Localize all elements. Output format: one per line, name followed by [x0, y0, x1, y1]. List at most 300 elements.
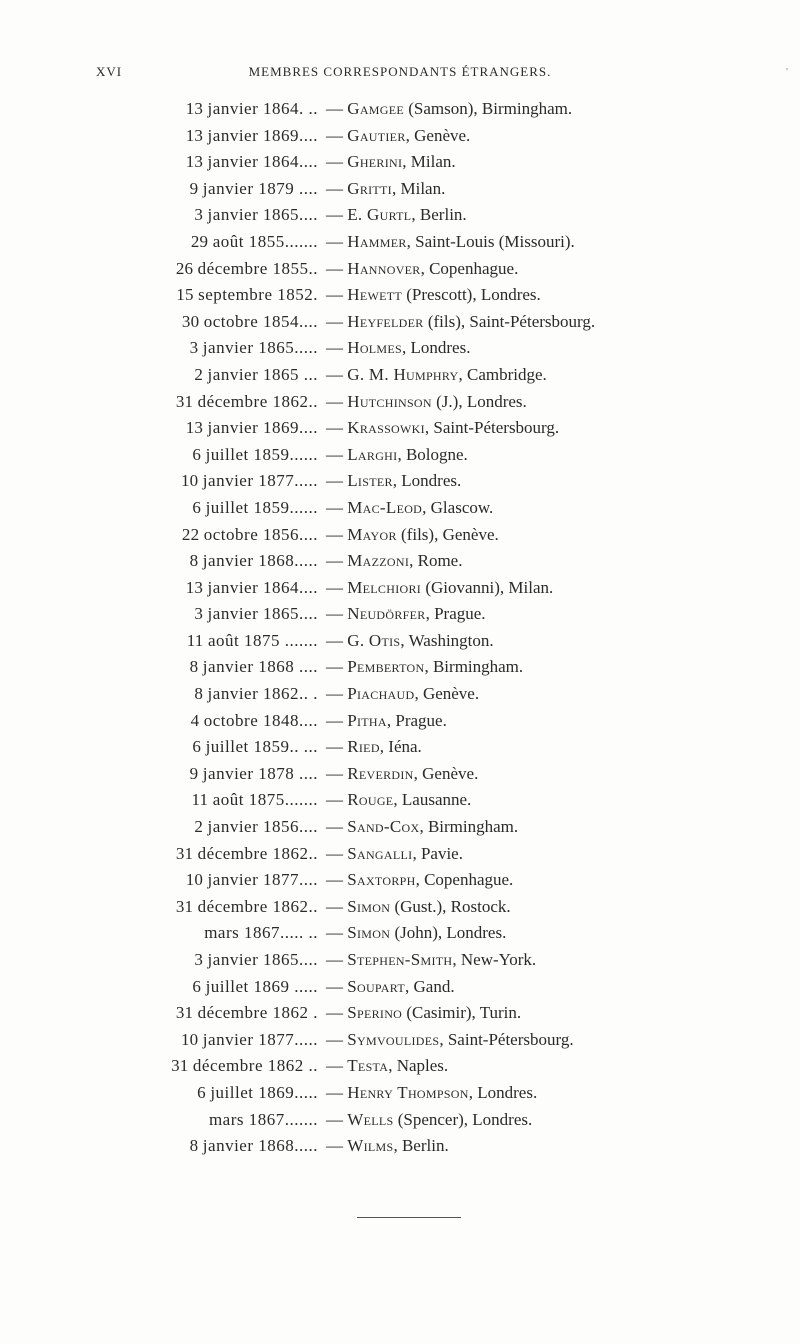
entry-date [176, 761, 318, 788]
entry-date [179, 734, 318, 761]
entry-surname: Hannover [347, 258, 421, 278]
entry-dash: — [326, 338, 343, 358]
entry-month-year: janvier 1862.. . [207, 684, 318, 704]
entry-month-year: janvier 1864.... [207, 577, 318, 597]
entry-dash: — [326, 471, 343, 491]
entry-details: , Rome. [409, 551, 463, 571]
entry-month-year: octobre 1848.... [203, 710, 318, 730]
entry-member [326, 974, 455, 1001]
entry-member [326, 468, 461, 495]
entry-dash: — [326, 896, 343, 916]
entry-details: , Gand. [405, 976, 455, 996]
entry-day: 3 [194, 604, 204, 624]
entry-date [179, 974, 318, 1001]
entry-month-year: janvier 1879 .... [202, 178, 318, 198]
entry-details: , Saint-Pétersbourg. [439, 1029, 574, 1049]
entry-member [326, 522, 499, 549]
entry-month-year: janvier 1868..... [202, 551, 318, 571]
entry-dash: — [326, 604, 343, 624]
entry-day: 8 [189, 1136, 199, 1156]
entry-details: , Londres. [392, 471, 462, 491]
entry-dash: — [326, 551, 343, 571]
entry-date [176, 335, 318, 362]
entry-month-year: janvier 1877..... [202, 1029, 318, 1049]
list-item [0, 920, 800, 947]
entry-surname: Mazzoni [347, 551, 410, 571]
entry-details: (J.), Londres. [431, 391, 527, 411]
entry-month-year: janvier 1856.... [207, 817, 318, 837]
entry-dash: — [326, 630, 343, 650]
entry-date [176, 654, 318, 681]
entry-day: 9 [189, 178, 199, 198]
entry-dash: — [326, 684, 343, 704]
entry-month-year: mars 1867....... [208, 1109, 318, 1129]
entry-details: , Lausanne. [393, 790, 472, 810]
list-item [0, 628, 800, 655]
entry-details: , Berlin. [411, 205, 467, 225]
entry-date [186, 229, 318, 256]
entry-dash: — [326, 497, 343, 517]
entry-month-year: décembre 1862 .. [192, 1056, 318, 1076]
entry-month-year: mars 1867..... .. [204, 923, 318, 943]
entry-month-year: janvier 1868..... [202, 1136, 318, 1156]
entry-details: (Giovanni), Milan. [421, 577, 554, 597]
entry-details: (fils), Genève. [396, 524, 499, 544]
entry-member [326, 1053, 448, 1080]
entry-surname: Ried [347, 737, 380, 757]
entry-details: , Iéna. [379, 737, 422, 757]
entry-details: , Copenhague. [415, 870, 514, 890]
entry-day: 6 [192, 976, 202, 996]
entry-dash: — [326, 737, 343, 757]
entry-surname: Melchiori [347, 577, 422, 597]
entry-member [326, 362, 547, 389]
entry-date [171, 256, 318, 283]
list-item [0, 734, 800, 761]
entry-day: 3 [194, 205, 204, 225]
entry-date [181, 681, 318, 708]
entry-details: , Berlin. [393, 1136, 449, 1156]
entry-dash: — [326, 1082, 343, 1102]
entry-dash: — [326, 1029, 343, 1049]
entry-member [326, 1133, 449, 1160]
entry-date [176, 548, 318, 575]
entry-details: , Birmingham. [424, 657, 524, 677]
entry-surname: Hammer [347, 231, 407, 251]
entry-day: 13 [185, 99, 204, 118]
list-item [0, 468, 800, 495]
entry-day: 8 [189, 551, 199, 571]
entry-surname: Rouge [347, 790, 394, 810]
entry-date [181, 415, 318, 442]
entry-surname: Mac-Leod [347, 497, 423, 517]
entry-day: 2 [194, 817, 204, 837]
entry-date [181, 123, 318, 150]
entry-dash: — [326, 1003, 343, 1023]
list-item [0, 282, 800, 309]
entry-surname: Heyfelder [347, 311, 424, 331]
entry-member [326, 202, 467, 229]
entry-member [326, 335, 470, 362]
entry-member [326, 1080, 537, 1107]
entry-month-year: décembre 1862 . [197, 1003, 318, 1023]
entry-day: 8 [189, 657, 199, 677]
entry-month-year: septembre 1852. [198, 285, 318, 305]
entry-dash: — [326, 843, 343, 863]
entry-member [326, 734, 422, 761]
entry-member [326, 282, 541, 309]
entry-dash: — [326, 285, 343, 305]
entry-day: 3 [194, 950, 204, 969]
entry-dash: — [326, 817, 343, 837]
entry-day: 31 [175, 1003, 194, 1023]
entry-dash: — [326, 923, 343, 943]
entry-surname: Gautier [347, 125, 406, 145]
entry-surname: Soupart [347, 976, 405, 996]
entry-day: 31 [175, 896, 194, 916]
entry-member [326, 601, 486, 628]
entry-day: 6 [192, 497, 202, 517]
entry-details: (Casimir), Turin. [402, 1003, 522, 1023]
entry-member [326, 548, 462, 575]
list-item [0, 495, 800, 522]
entry-surname: Saxtorph [347, 870, 416, 890]
list-item [0, 1027, 800, 1054]
entry-date [166, 1053, 318, 1080]
entry-month-year: juillet 1859...... [205, 444, 318, 464]
entry-surname: Gamgee [347, 99, 404, 118]
entry-surname: Gritti [347, 178, 392, 198]
list-item [0, 522, 800, 549]
entry-day: 15 [176, 285, 194, 305]
entry-month-year: janvier 1869.... [207, 418, 318, 438]
entry-day: 31 [171, 1056, 189, 1076]
entry-dash: — [326, 1056, 343, 1076]
entry-dash: — [326, 790, 343, 810]
entry-details: , New-York. [452, 950, 537, 969]
entry-details: , Prague. [425, 604, 486, 624]
entry-month-year: janvier 1864.... [207, 152, 318, 172]
entry-day: 29 [190, 231, 209, 251]
entry-details: (Prescott), Londres. [401, 285, 541, 305]
entry-month-year: octobre 1856.... [203, 524, 318, 544]
entry-surname: Wilms [347, 1136, 394, 1156]
entry-month-year: décembre 1855.. [197, 258, 318, 278]
entry-dash: — [326, 391, 343, 411]
entry-date [178, 920, 318, 947]
list-item [0, 947, 800, 974]
margin-mark: ' [786, 66, 789, 78]
list-item [0, 548, 800, 575]
entry-surname: Mayor [347, 524, 397, 544]
entry-surname: Holmes [347, 338, 402, 358]
entry-month-year: juillet 1859.. ... [205, 737, 318, 757]
entry-date [181, 96, 318, 123]
entry-day: 13 [185, 418, 204, 438]
list-item [0, 442, 800, 469]
entry-date [186, 787, 318, 814]
entry-day: 30 [181, 311, 200, 331]
list-item [0, 176, 800, 203]
list-item [0, 229, 800, 256]
entry-dash: — [326, 950, 343, 969]
entry-member [326, 947, 536, 974]
entry-surname: Testa [347, 1056, 389, 1076]
entry-surname: Gherini [347, 152, 403, 172]
entry-month-year: janvier 1865.... [207, 950, 318, 969]
entry-dash: — [326, 524, 343, 544]
entry-member [326, 628, 494, 655]
entry-dash: — [326, 231, 343, 251]
entry-date [171, 841, 318, 868]
list-item [0, 362, 800, 389]
entry-month-year: janvier 1865..... [202, 338, 318, 358]
entry-member [326, 761, 478, 788]
entry-day: 13 [185, 577, 204, 597]
entry-member [326, 495, 493, 522]
entry-day: 6 [192, 737, 202, 757]
list-item [0, 1080, 800, 1107]
entry-details: , Genève. [405, 125, 471, 145]
entry-month-year: décembre 1862.. [197, 896, 318, 916]
entry-surname: Krassowki [347, 418, 425, 438]
entry-dash: — [326, 657, 343, 677]
list-item [0, 894, 800, 921]
entry-surname: Reverdin [347, 763, 414, 783]
entry-surname: Pemberton [347, 657, 425, 677]
entry-month-year: août 1875 ....... [207, 630, 318, 650]
list-item [0, 123, 800, 150]
entry-details: , Pavie. [412, 843, 463, 863]
entry-surname: Hewett [347, 285, 402, 305]
entry-date [176, 176, 318, 203]
entry-member [326, 176, 445, 203]
entry-day: 26 [175, 258, 194, 278]
entry-surname: Simon [347, 896, 391, 916]
entry-month-year: août 1875....... [212, 790, 318, 810]
entry-dash: — [326, 1109, 343, 1129]
entry-month-year: décembre 1862.. [197, 391, 318, 411]
entry-member [326, 96, 572, 123]
list-item [0, 309, 800, 336]
list-item [0, 974, 800, 1001]
list-item [0, 149, 800, 176]
entry-dash: — [326, 1136, 343, 1156]
entry-member [326, 229, 575, 256]
list-item [0, 681, 800, 708]
entry-day: 4 [190, 710, 200, 730]
list-item [0, 787, 800, 814]
entry-member [326, 708, 447, 735]
entry-dash: — [326, 99, 343, 118]
entry-date [171, 894, 318, 921]
entry-surname: G. M. Humphry [347, 364, 459, 384]
entry-day: 10 [180, 471, 199, 491]
list-item [0, 96, 800, 123]
entry-details: , Genève. [414, 684, 480, 704]
entry-details: , Naples. [388, 1056, 449, 1076]
entry-member [326, 654, 523, 681]
entry-date [181, 202, 318, 229]
entry-member [326, 389, 527, 416]
entry-day: 31 [175, 843, 194, 863]
page-header [0, 64, 800, 86]
entry-date [179, 442, 318, 469]
entry-day: 22 [181, 524, 200, 544]
entry-date [177, 522, 318, 549]
entry-day: 8 [194, 684, 204, 704]
entry-member [326, 415, 559, 442]
entry-month-year: janvier 1877.... [207, 870, 318, 890]
entry-month-year: juillet 1869 ..... [205, 976, 318, 996]
entry-date [181, 362, 318, 389]
list-item [0, 841, 800, 868]
entry-date [181, 947, 318, 974]
entry-month-year: octobre 1854.... [203, 311, 318, 331]
entry-month-year: juillet 1859...... [205, 497, 318, 517]
member-list [0, 96, 800, 1160]
entry-date [181, 575, 318, 602]
entry-day: 9 [189, 763, 199, 783]
entry-surname: G. Otis [347, 630, 401, 650]
entry-date [177, 309, 318, 336]
entry-day: 10 [180, 1029, 199, 1049]
entry-date [171, 389, 318, 416]
entry-date [181, 867, 318, 894]
entry-day: 6 [192, 444, 202, 464]
entry-day: 11 [191, 790, 209, 810]
entry-details: , Londres. [468, 1082, 538, 1102]
entry-surname: Simon [347, 923, 391, 943]
entry-surname: Symvoulides [347, 1029, 440, 1049]
entry-dash: — [326, 444, 343, 464]
entry-details: (fils), Saint-Pétersbourg. [423, 311, 596, 331]
entry-date [181, 149, 318, 176]
entry-month-year: août 1855....... [212, 231, 318, 251]
entry-member [326, 814, 518, 841]
list-item [0, 867, 800, 894]
entry-member [326, 1027, 574, 1054]
entry-surname: Stephen-Smith [347, 950, 453, 969]
entry-dash: — [326, 577, 343, 597]
entry-month-year: janvier 1865.... [207, 604, 318, 624]
entry-member [326, 787, 471, 814]
entry-date [171, 1000, 318, 1027]
entry-month-year: janvier 1865 ... [207, 364, 318, 384]
entry-member [326, 442, 468, 469]
entry-month-year: janvier 1877..... [202, 471, 318, 491]
entry-details: , Saint-Louis (Missouri). [406, 231, 575, 251]
entry-details: , Genève. [413, 763, 479, 783]
entry-dash: — [326, 710, 343, 730]
entry-month-year: janvier 1864. .. [207, 99, 318, 118]
entry-dash: — [326, 311, 343, 331]
entry-date [176, 1133, 318, 1160]
entry-date [172, 282, 318, 309]
entry-date [181, 601, 318, 628]
entry-details: (John), Londres. [390, 923, 507, 943]
entry-surname: Sperino [347, 1003, 403, 1023]
entry-month-year: janvier 1865.... [207, 205, 318, 225]
entry-day: 2 [194, 364, 204, 384]
entry-details: , Copenhague. [420, 258, 519, 278]
entry-details: (Gust.), Rostock. [390, 896, 511, 916]
entry-details: , Bologne. [397, 444, 468, 464]
entry-member [326, 256, 518, 283]
entry-details: , Washington. [400, 630, 494, 650]
list-item [0, 389, 800, 416]
entry-month-year: janvier 1878 .... [202, 763, 318, 783]
list-item [0, 335, 800, 362]
entry-details: , Birmingham. [419, 817, 519, 837]
entry-date [183, 1107, 319, 1134]
entry-member [326, 123, 470, 150]
entry-member [326, 841, 463, 868]
entry-surname: Pitha [347, 710, 387, 730]
entry-day: 10 [185, 870, 204, 890]
entry-surname: Lister [347, 471, 393, 491]
entry-surname: E. Gurtl [347, 205, 412, 225]
entry-surname: Neudörfer [347, 604, 426, 624]
entry-month-year: décembre 1862.. [197, 843, 318, 863]
entry-date [177, 708, 318, 735]
page-number: XVI [96, 64, 123, 79]
entry-date [182, 628, 318, 655]
entry-member [326, 309, 595, 336]
entry-day: 6 [197, 1082, 206, 1102]
list-item [0, 1107, 800, 1134]
list-item [0, 1000, 800, 1027]
entry-surname: Hutchinson [347, 391, 432, 411]
entry-member [326, 575, 553, 602]
entry-date [176, 1027, 318, 1054]
entry-member [326, 1000, 521, 1027]
entry-day: 31 [175, 391, 194, 411]
entry-date [181, 814, 318, 841]
entry-details: , Londres. [402, 338, 471, 358]
entry-day: 3 [189, 338, 199, 358]
entry-surname: Henry Thompson [347, 1082, 469, 1102]
entry-dash: — [326, 418, 343, 438]
entry-day: 11 [186, 630, 204, 650]
entry-date [176, 468, 318, 495]
entry-month-year: juillet 1869..... [210, 1082, 318, 1102]
entry-surname: Sand-Cox [347, 817, 420, 837]
entry-surname: Sangalli [347, 843, 413, 863]
entry-member [326, 920, 506, 947]
entry-date [179, 495, 318, 522]
running-title: MEMBRES CORRESPONDANTS ÉTRANGERS. [248, 64, 552, 79]
entry-dash: — [326, 205, 343, 225]
entry-details: , Cambridge. [458, 364, 547, 384]
entry-details: (Spencer), Londres. [393, 1109, 533, 1129]
entry-dash: — [326, 125, 343, 145]
entry-member [326, 149, 456, 176]
entry-month-year: janvier 1869.... [207, 125, 318, 145]
entry-dash: — [326, 976, 343, 996]
entry-surname: Larghi [347, 444, 398, 464]
list-item [0, 202, 800, 229]
entry-member [326, 681, 479, 708]
list-item [0, 601, 800, 628]
entry-details: , Milan. [402, 152, 456, 172]
list-item [0, 256, 800, 283]
entry-member [326, 1107, 532, 1134]
entry-dash: — [326, 364, 343, 384]
entry-day: 13 [185, 125, 204, 145]
entry-dash: — [326, 258, 343, 278]
entry-details: , Saint-Pétersbourg. [424, 418, 560, 438]
